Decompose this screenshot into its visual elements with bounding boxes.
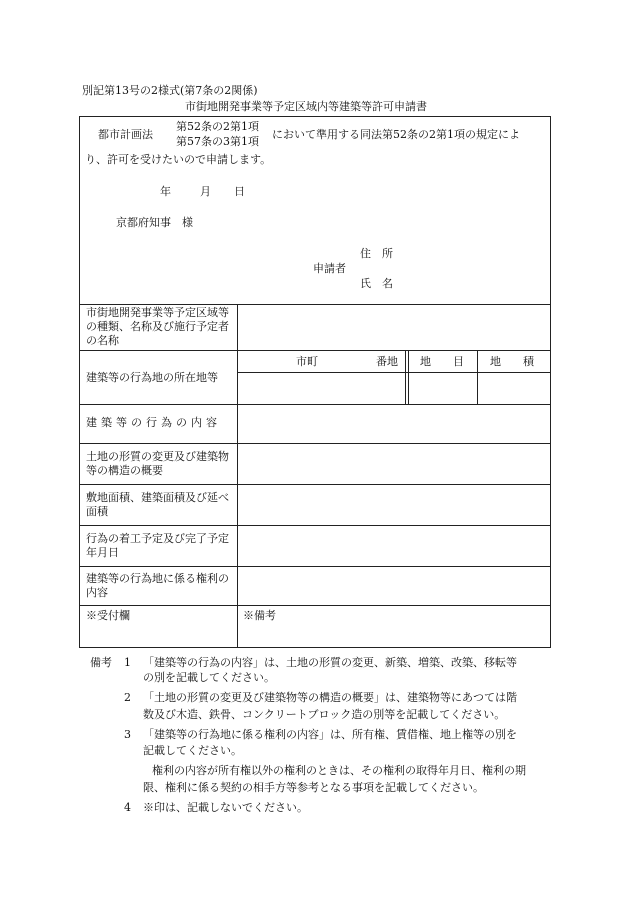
form-title: 市街地開発事業等予定区域内等建築等許可申請書 bbox=[185, 100, 427, 113]
area-type-label: 市街地開発事業等予定区域等の種類、名称及び施行予定者の名称 bbox=[86, 306, 229, 347]
divider bbox=[79, 525, 551, 526]
note-number: 2 bbox=[124, 691, 131, 704]
content-label: 建築等の行為の内容 bbox=[86, 416, 221, 429]
divider bbox=[79, 304, 551, 305]
schedule-label: 行為の着工予定及び完了予定年月日 bbox=[86, 532, 229, 559]
column-divider bbox=[237, 304, 238, 648]
name-label: 氏 名 bbox=[360, 277, 393, 290]
remarks-field-label: ※備考 bbox=[243, 609, 276, 622]
location-chimoku-label: 地 目 bbox=[420, 355, 464, 368]
note-2-line-2: 数及び木造、鉄骨、コンクリートブロック造の別等を記載してください。 bbox=[143, 708, 506, 721]
statement-line-1: において準用する同法第52条の2第1項の規定によ bbox=[272, 128, 520, 141]
address-label: 住 所 bbox=[360, 247, 393, 260]
note-3-line-3: 権利の内容が所有権以外の権利のときは、その権利の取得年月日、権利の期 bbox=[152, 764, 526, 777]
site-area-label: 敷地面積、建築面積及び延べ面積 bbox=[86, 491, 229, 518]
note-4-line-1: ※印は、記載しないでください。 bbox=[143, 801, 308, 814]
divider bbox=[79, 566, 551, 567]
note-3-line-2: 記載してください。 bbox=[143, 744, 242, 757]
reception-label: ※受付欄 bbox=[86, 609, 130, 622]
date-year-label: 年 bbox=[160, 185, 171, 198]
column-divider bbox=[405, 350, 406, 404]
note-2-line-1: 「土地の形質の変更及び建築物等の構造の概要」は、建築物等にあつては階 bbox=[143, 691, 517, 704]
note-1-line-2: の別を記載してください。 bbox=[143, 671, 275, 684]
note-3-line-4: 限、権利に係る契約の相手方等参考となる事項を記載してください。 bbox=[143, 781, 484, 794]
rights-label: 建築等の行為地に係る権利の内容 bbox=[86, 572, 229, 599]
location-label: 建築等の行為地の所在地等 bbox=[86, 371, 218, 384]
article-option-a: 第52条の2第1項 bbox=[176, 120, 259, 133]
note-1-line-1: 「建築等の行為の内容」は、土地の形質の変更、新築、増築、改築、移転等 bbox=[143, 656, 517, 669]
statement-line-2: り、許可を受けたいので申請します。 bbox=[85, 153, 272, 166]
note-number: 3 bbox=[124, 728, 131, 741]
divider bbox=[79, 605, 551, 606]
applicant-label: 申請者 bbox=[313, 262, 346, 275]
divider bbox=[237, 372, 551, 373]
location-area-label: 地 積 bbox=[490, 355, 534, 368]
law-name: 都市計画法 bbox=[98, 128, 153, 141]
divider bbox=[79, 350, 551, 351]
divider bbox=[79, 484, 551, 485]
location-town-label: 市町 bbox=[296, 355, 318, 368]
note-3-line-1: 「建築等の行為地に係る権利の内容」は、所有権、賃借権、地上権等の別を bbox=[143, 728, 517, 741]
addressee: 京都府知事 様 bbox=[116, 216, 193, 229]
column-divider bbox=[408, 350, 409, 404]
land-change-label: 土地の形質の変更及び建築物等の構造の概要 bbox=[86, 450, 229, 477]
notes-heading: 備考 bbox=[90, 656, 112, 669]
note-number: 1 bbox=[124, 656, 131, 669]
article-option-b: 第57条の3第1項 bbox=[176, 135, 259, 148]
column-divider bbox=[477, 350, 478, 404]
date-month-label: 月 bbox=[200, 185, 211, 198]
divider bbox=[79, 443, 551, 444]
location-number-label: 番地 bbox=[376, 355, 398, 368]
form-reference: 別記第13号の2様式(第7条の2関係) bbox=[82, 84, 258, 97]
note-number: 4 bbox=[124, 801, 131, 814]
date-day-label: 日 bbox=[234, 185, 245, 198]
divider bbox=[79, 404, 551, 405]
